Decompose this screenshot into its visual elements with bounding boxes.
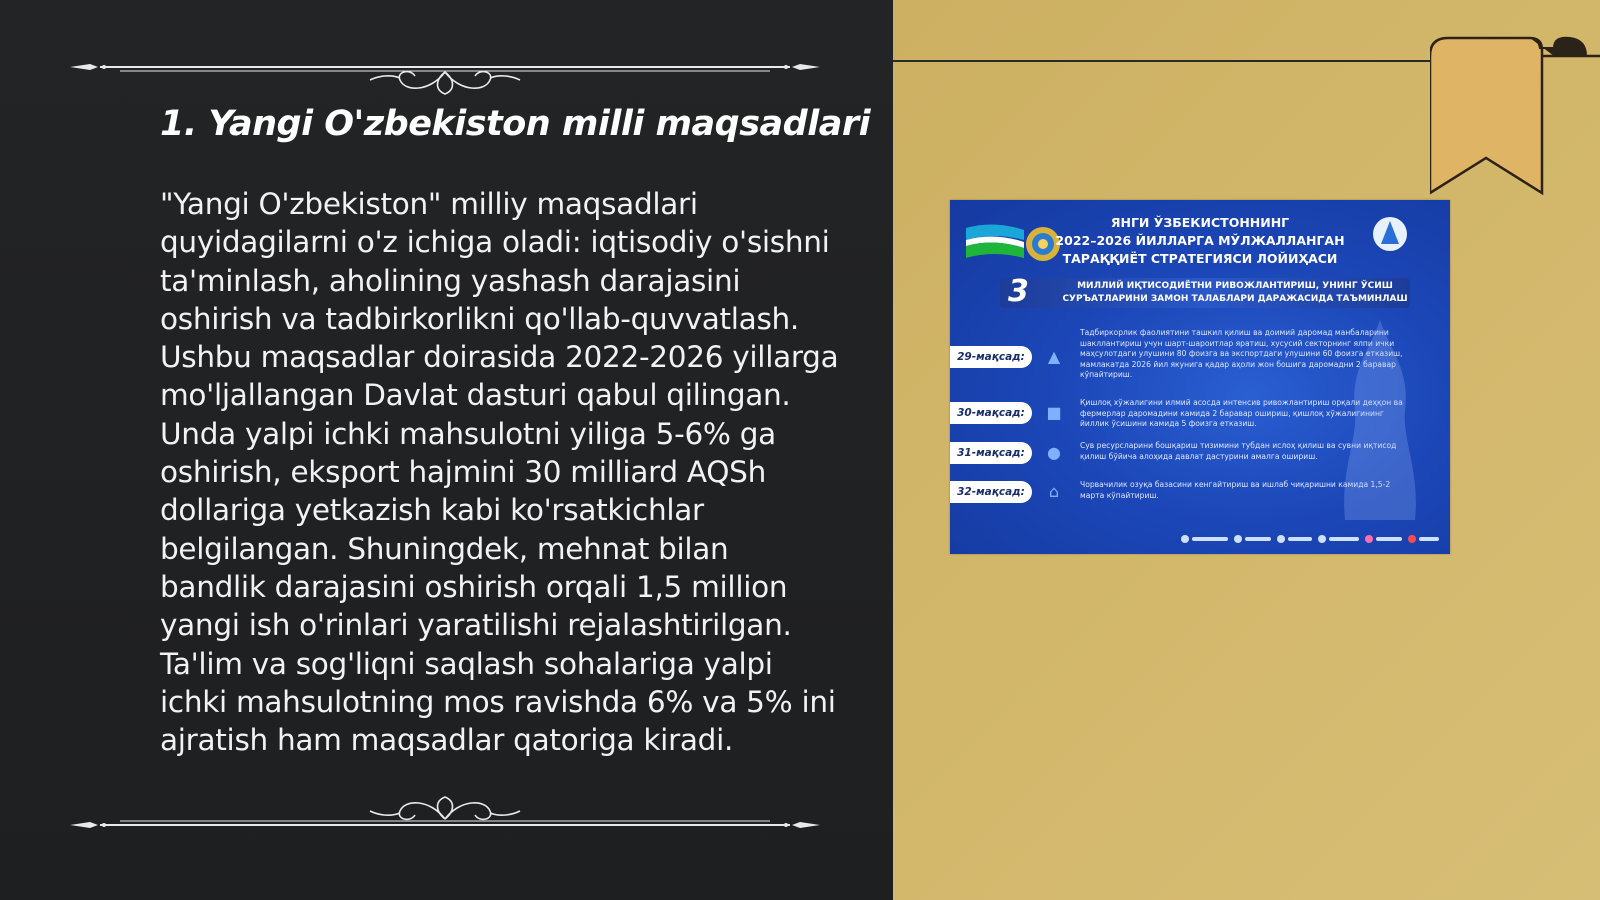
goal-label-29: 29-мақсад: <box>950 346 1032 368</box>
goal-label-30: 30-мақсад: <box>950 402 1032 424</box>
barn-icon: ⌂ <box>1048 482 1060 501</box>
section-number: 3 <box>1008 274 1029 309</box>
goal-label-31: 31-мақсад: <box>950 442 1032 464</box>
goal-text-30: Қишлоқ хўжалигини илмий асосда интенсив ривожлантириш орқали деҳқон ва фермерлар даромадини камида 2 баравар ошириш, қишлоқ хўжалигининг йиллик ўсишини камида 5 фоизга етказиш. <box>1080 398 1403 428</box>
goal-text-32: Чорвачилик озуқа базасини кенгайтириш ва ишлаб чиқаришни камида 1,5-2 марта кўпайтириш. <box>1080 480 1391 500</box>
strategy-infographic-image <box>950 200 1450 554</box>
strategy-logo-icon <box>1370 214 1410 254</box>
goal-label-32: 32-мақсад: <box>950 481 1032 503</box>
goal-text-29: Тадбиркорлик фаолиятини ташкил қилиш ва доимий даромад манбаларини шакллантириш учун шарт-шароитлар яратиш, хусусий секторнинг ялпи ички маҳсулотдаги улушини 80 фоизга ва экспортдаги улушини 60 фоизга етказиш, мамлакатда 2026 йил якунига қадар аҳоли жон бошига даромадни 2 баравар кўпайтириш. <box>1080 328 1403 379</box>
monument-watermark <box>1310 310 1450 530</box>
top-ornament-divider <box>60 42 830 102</box>
uzbekistan-flag-icon <box>964 220 1026 260</box>
slide-body-text: "Yangi O'zbekiston" milliy maqsadlari quyidagilarni o'z ichiga oladi: iqtisodiy o'sishni ta'minlash, aholining yashash darajasini oshirish va tadbirkorlikni qo'llab-quvvatlash. Ushbu maqsadlar doirasida 2022-2026 yillarga mo'ljallangan Davlat dasturi qabul qilingan. Unda yalpi ichki mahsulotni yiliga 5-6% ga oshirish, eksport hajmini 30 milliard AQSh dollariga yetkazish kabi ko'rsatkichlar belgilangan. Shuningdek, mehnat bilan bandlik darajasini oshirish orqali 1,5 million yangi ish o'rinlari yaratilishi rejalashtirilgan. Ta'lim va sog'liqni saqlash sohalariga yalpi ichki mahsulotning mos ravishda 6% va 5% ini ajratish ham maqsadlar qatoriga kiradi. <box>160 187 839 758</box>
bottom-ornament-divider <box>60 785 830 845</box>
infographic-title-line-2: 2022–2026 ЙИЛЛАРГА МЎЛЖАЛЛАНГАН <box>1055 233 1345 248</box>
top-rule-line <box>893 60 1463 62</box>
social-links-icon-row <box>1180 534 1440 544</box>
goal-text-31: Сув ресурсларини бошқариш тизимини тубдан ислоҳ қилиш ва сувни иқтисод қилиш бўйича алоҳида давлат дастурини амалга ошириш. <box>1080 441 1397 461</box>
tractor-icon: ■ <box>1046 403 1062 422</box>
infographic-title-line-1: ЯНГИ ЎЗБЕКИСТОННИНГ <box>1110 215 1290 230</box>
water-drop-icon: ● <box>1047 443 1061 462</box>
infographic-title-line-3: ТАРАҚҚИЁТ СТРАТЕГИЯСИ ЛОЙИҲАСИ <box>1062 251 1338 266</box>
section-title: МИЛЛИЙ ИҚТИСОДИЁТНИ РИВОЖЛАНТИРИШ, УНИНГ ЎСИШ СУРЪАТЛАРИНИ ЗАМОН ТАЛАБЛАРИ ДАРАЖАСИДА ТАЪМИНЛАШ <box>1062 281 1408 304</box>
bookmark-ribbon-icon <box>1430 36 1600 202</box>
slide-title: 1. Yangi O'zbekiston milli maqsadlari <box>160 104 871 144</box>
chart-icon: ▲ <box>1047 347 1061 366</box>
